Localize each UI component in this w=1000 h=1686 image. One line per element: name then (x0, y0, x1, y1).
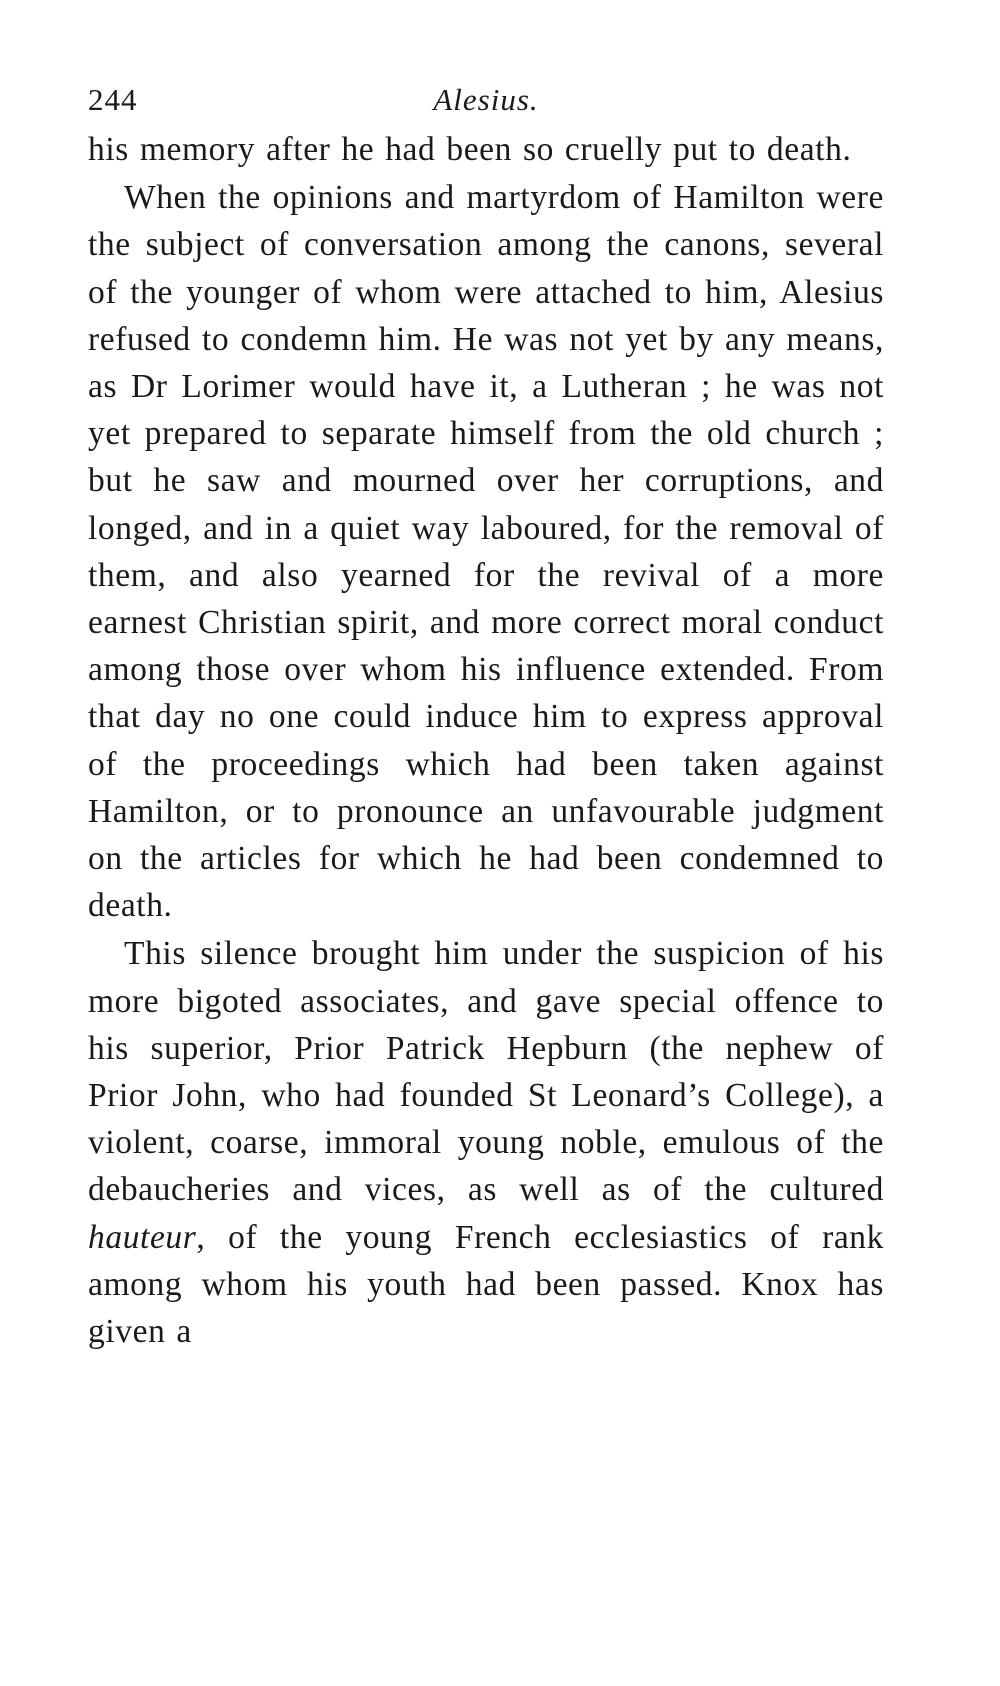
running-head (88, 78, 884, 126)
running-title: Alesius. (433, 82, 539, 117)
page-number: 244 (88, 82, 138, 117)
book-page (88, 78, 884, 1355)
paragraph-text-before-italic: This silence brought him under the suspicion of his more bigoted associates, and gave special offence to his superior, Prior Patrick Hepburn (the nephew of Prior John, who had founded St Leonard’s College), a violent, coarse, immoral young noble, emulous of the debaucheries and vices, as well as of the cultured (88, 935, 884, 1209)
body-text (88, 126, 884, 1355)
italic-word-hauteur: hauteur (88, 1218, 197, 1256)
paragraph-continuation: his memory after he had been so cruelly put to death. (88, 131, 852, 168)
paragraph-silence-suspicion (88, 930, 884, 1355)
paragraph-text-after-italic: , of the young French ecclesiastics of rank among whom his youth had been passed. Knox has given a (88, 1218, 884, 1351)
paragraph-hamilton-opinions: When the opinions and martyrdom of Hamilton were the subject of conversation among the canons, several of the younger of whom were attached to him, Alesius refused to condemn him. He was not yet by any means, as Dr Lorimer would have it, a Lutheran ; he was not yet prepared to separate himself from the old church ; but he saw and mourned over her corruptions, and longed, and in a quiet way laboured, for the removal of them, and also yearned for the revival of a more earnest Christian spirit, and more correct moral conduct among those over whom his influence extended. From that day no one could induce him to express approval of the proceedings which had been taken against Hamilton, or to pronounce an unfavourable judgment on the articles for which he had been condemned to death. (88, 179, 884, 925)
